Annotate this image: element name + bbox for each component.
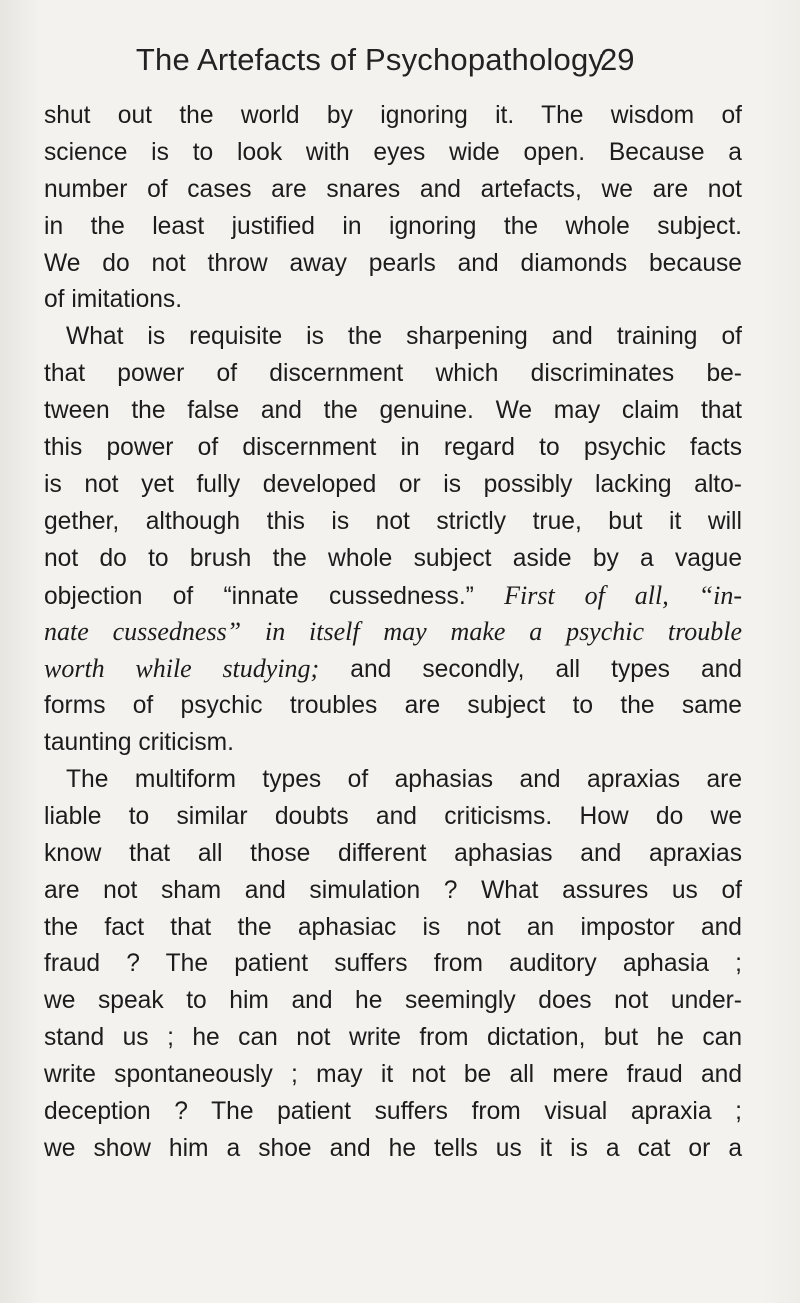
text-line: liable to similar doubts and criticisms. How do we — [44, 802, 742, 830]
italic-text-segment: First of all, “in- — [504, 580, 742, 610]
text-line-mixed — [44, 651, 742, 688]
text-line: We do not throw away pearls and diamonds because — [44, 249, 742, 277]
text-line: number of cases are snares and artefacts, we are not — [44, 175, 742, 203]
text-line: that power of discernment which discriminates be- — [44, 360, 742, 388]
text-line: The multiform types of aphasias and apraxias are — [66, 766, 742, 794]
text-line: science is to look with eyes wide open. Because a — [44, 138, 742, 166]
text-line: taunting criticism. — [44, 729, 234, 757]
running-title: The Artefacts of Psychopathology — [135, 42, 605, 77]
italic-text-segment: worth while studying; — [44, 654, 320, 684]
text-line: in the least justified in ignoring the whole subject. — [44, 212, 742, 240]
text-line: gether, although this is not strictly true, but it will — [44, 507, 742, 535]
text-line: tween the false and the genuine. We may claim that — [44, 397, 742, 425]
text-line: forms of psychic troubles are subject to the same — [44, 692, 742, 720]
text-line: write spontaneously ; may it not be all mere fraud and — [44, 1061, 742, 1089]
text-line: know that all those different aphasias and apraxias — [44, 839, 742, 867]
text-line: this power of discernment in regard to psychic facts — [44, 434, 742, 462]
text-line: of imitations. — [44, 286, 183, 314]
text-segment: and secondly, all types and — [350, 656, 742, 684]
text-line: is not yet fully developed or is possibly lacking alto- — [44, 470, 742, 498]
body-text — [44, 98, 742, 1168]
text-line: are not sham and simulation ? What assures us of — [44, 876, 742, 904]
page-number: 29 — [600, 42, 635, 77]
text-line: not do to brush the whole subject aside by a vague — [44, 544, 742, 572]
text-line: stand us ; he can not write from dictation, but he can — [44, 1024, 742, 1052]
text-line: we show him a shoe and he tells us it is a cat or a — [44, 1134, 742, 1162]
text-line: fraud ? The patient suffers from auditory aphasia ; — [44, 950, 742, 978]
text-line: deception ? The patient suffers from visual apraxia ; — [44, 1098, 742, 1126]
page-header — [0, 42, 800, 88]
text-line-mixed — [44, 578, 742, 615]
text-segment: objection of “innate cussedness.” — [44, 582, 474, 610]
text-line: What is requisite is the sharpening and training of — [66, 323, 742, 351]
text-line-italic — [44, 614, 742, 651]
text-line: we speak to him and he seemingly does not under- — [44, 987, 742, 1015]
italic-text-segment: nate cussedness” in itself may make a psychic trouble — [44, 617, 742, 647]
text-line: shut out the world by ignoring it. The wisdom of — [44, 102, 742, 129]
text-line: the fact that the aphasiac is not an impostor and — [44, 913, 742, 941]
